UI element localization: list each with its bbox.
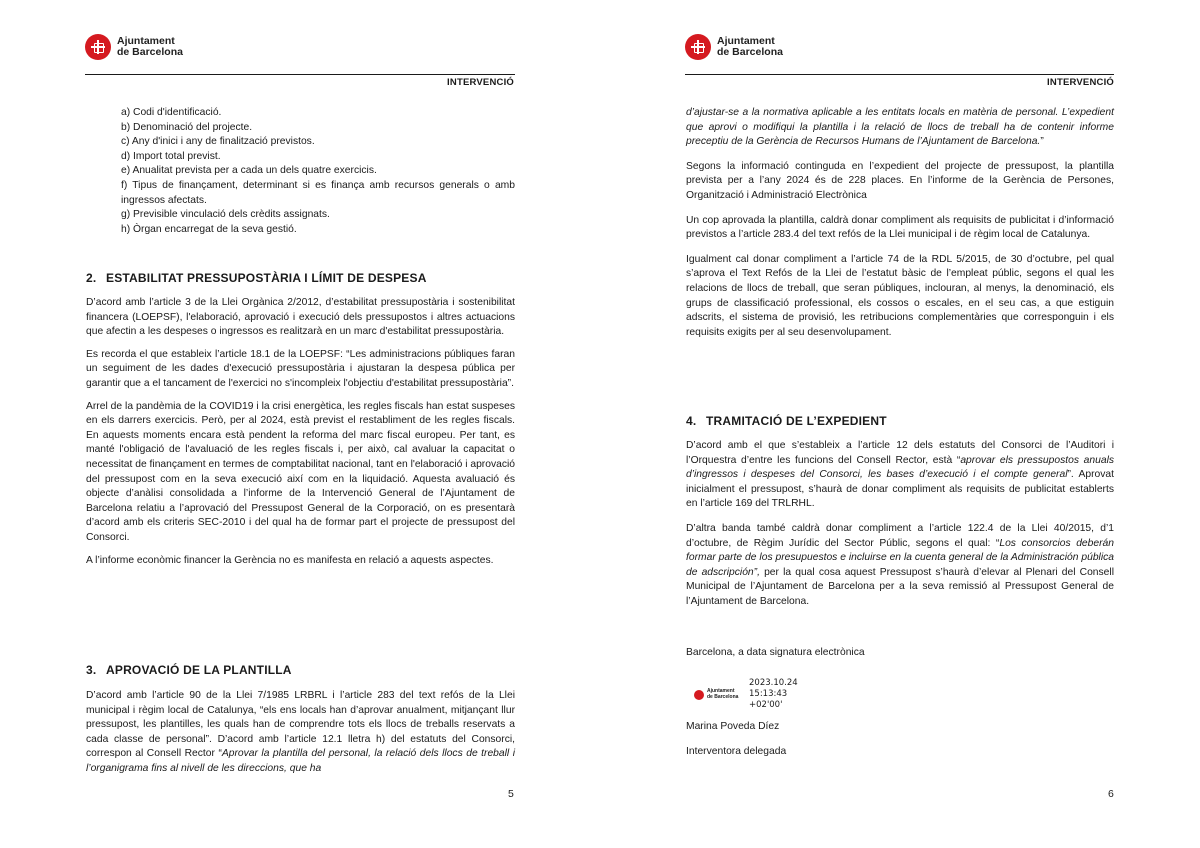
page-number: 5 [508, 788, 514, 800]
section-3-continued [686, 106, 1114, 340]
list-item: a) Codi d'identificació. [121, 107, 222, 118]
section-3-body [86, 689, 515, 777]
signature-time: 15:13:43 [749, 689, 788, 699]
document-page-right [600, 0, 1200, 848]
signature-logo-line2: de Barcelona [707, 693, 739, 700]
barcelona-emblem-icon [685, 34, 711, 60]
list-item: f) Tipus de finançament, determinant si es finança amb recursos generals o amb ingressos afectats. [121, 179, 515, 206]
header-rule [685, 74, 1114, 75]
section-title: APROVACIÓ DE LA PLANTILLA [106, 663, 292, 677]
brand-line2: de Barcelona [717, 46, 783, 58]
brand-line1: Ajuntament [117, 35, 175, 47]
text-run: ”. Aprovat inicialment el pressupost, s’haurà de donar compliment als requisits de publicitat establerts en l’article 169 del TRLRHL. [686, 469, 1114, 510]
paragraph: Arrel de la pandèmia de la COVID19 i la crisi energètica, les regles fiscals han estat suspeses en els darrers exercicis. Però, per al 2024, està previst el restabliment de les regles fiscals. En aquests moments encara està pendent la reforma del marc fiscal europeu. Per tant, es manté l'obligació de l'avaluació de les regles fiscals i, per això, cal avaluar la capacitat o necessitat de finançament en termes de comptabilitat nacional, tant en l'elaboració i aprovació del pressupost com en la seva execució així com en la liquidació. Aquesta avaluació és objecte d’anàlisi consolidada a l’informe de la Intervenció General de l’Ajuntament de Barcelona relatiu a l’aprovació del Pressupost General de la Corporació, on es presentarà d’acord amb els criteris SEC-2010 i del qual ha de formar part el projecte de pressupost del Consorci. [86, 400, 515, 543]
paragraph [86, 689, 515, 777]
section-heading-3 [86, 663, 292, 677]
brand-line2: de Barcelona [117, 46, 183, 58]
quote-run: d’ajustar-se a la normativa aplicable a les entitats locals en matèria de personal. L’expedient que aprovi o modifiqui la plantilla i la relació de llocs de treball ha de contenir informe preceptiu de la Gerència de Recursos Humans de l’Ajuntament de Barcelona. [686, 107, 1114, 148]
signature-date: 2023.10.24 [749, 678, 798, 688]
text-run: ” [1040, 136, 1044, 148]
barcelona-emblem-icon [694, 690, 704, 700]
paragraph [686, 522, 1114, 610]
signature-timezone: +02'00' [749, 700, 783, 710]
paragraph: Igualment cal donar compliment a l’article 74 de la RDL 5/2015, de 30 d’octubre, pel qual s’aprova el Text Refós de la Llei de l’estatut bàsic de l’empleat públic, segons el qual les relacions de llocs de treball, que seran públiques, inclouran, al menys, la denominació, els grups de classificació professional, els cossos o escales, en el seu cas, a que estiguin adscrits, el sistema de provisió, les retribucions complementàries que corresponguin i els requisits exigits per al seu desenvolupament. [686, 253, 1114, 338]
brand-name [717, 36, 783, 58]
signature-timestamp [749, 678, 798, 711]
barcelona-emblem-icon [85, 34, 111, 60]
brand-logo [85, 34, 183, 60]
text-run: D’altra banda també caldrà donar compliment a l’article 122.4 de la Llei 40/2015, d’1 d’octubre, de Règim Jurídic del Sector Públic, segons el qual: “ [686, 522, 1114, 549]
section-heading-4 [686, 414, 887, 428]
requirements-list [121, 106, 515, 237]
list-item: e) Anualitat prevista per a cada un dels quatre exercicis. [121, 165, 377, 177]
paragraph [686, 106, 1114, 150]
paragraph: A l’informe econòmic financer la Gerència no es manifesta en relació a aquests aspectes. [86, 554, 494, 566]
quote-run: aprovar els pressupostos anuals d’ingressos i despeses del Consorci, les bases d’execució i el compte general [686, 454, 1115, 481]
brand-line1: Ajuntament [717, 35, 775, 47]
paragraph: Un cop aprovada la plantilla, caldrà donar compliment als requisits de publicitat i d’informació previstos a l’article 283.4 del text refós de la Llei municipal i de règim local de Catalunya. [686, 214, 1114, 241]
signature-logo-text [707, 689, 745, 700]
place-date: Barcelona, a data signatura electrònica [686, 647, 865, 658]
paragraph: Segons la informació continguda en l’expedient del projecte de pressupost, la plantilla prevista per a l’any 2024 és de 228 places. En l’informe de la Gerència de Persones, Organització i Administració Electrònica [686, 160, 1114, 201]
section-2-body [86, 296, 515, 568]
section-number: 3. [86, 663, 97, 677]
list-item: c) Any d'inici i any de finalització previstos. [121, 136, 315, 148]
header-label: INTERVENCIÓ [447, 77, 514, 88]
signature-logo-line1: Ajuntament [707, 688, 735, 694]
list-item: d) Import total previst. [121, 150, 221, 162]
list-item: g) Previsible vinculació dels crèdits assignats. [121, 209, 330, 221]
quote-run: Los consorcios deberán formar parte de los presupuestos e incluirse en la cuenta general de la Administración pública de adscripción”, [686, 537, 1114, 578]
paragraph: Es recorda el que estableix l’article 18.1 de la LOEPSF: “Les administracions públiques faran un seguiment de les dades d'execució pressupostària i ajustaran la despesa pública per garantir que a el tancament de l'exercici no s'incompleix l'objectiu d'estabilitat pressupostària”. [86, 348, 515, 389]
text-run: per la qual cosa aquest Pressupost s’haurà d’elevar al Plenari del Consell Municipal de l’Ajuntament de Barcelona per a la seva remissió al Pressupost General de l’Ajuntament de Barcelona. [686, 566, 1114, 607]
list-item: h) Òrgan encarregat de la seva gestió. [121, 223, 297, 235]
header-rule [85, 74, 515, 75]
page-number: 6 [1108, 788, 1114, 800]
paragraph: D’acord amb l’article 3 de la Llei Orgànica 2/2012, d’estabilitat pressupostària i sostenibilitat financera (LOEPSF), l'elaboració, aprovació i execució dels pressupostos i altres actuacions que afectin a les despeses o ingressos es realitzarà en un marc d'estabilitat pressupostària. [86, 297, 515, 338]
text-run: D’acord amb l’article 90 de la Llei 7/1985 LRBRL i l’article 283 del text refós de la Llei municipal i règim local de Catalunya, “els ens locals han d’aprovar anualment, mitjançant llur pressupost, les plantilles, les quals han de comprendre tots els llocs de treballs reservats a cada classe de personal”. D’acord amb l’article 12.1 lletra h) del estatuts del Consorci, correspon al Consell Rector “ [86, 690, 515, 760]
section-number: 4. [686, 414, 697, 428]
signer-name: Marina Poveda Díez [686, 721, 780, 732]
electronic-signature-stamp [694, 678, 798, 711]
section-title: ESTABILITAT PRESSUPOSTÀRIA I LÍMIT DE DESPESA [106, 271, 427, 285]
brand-name [117, 36, 183, 58]
section-heading-2 [86, 271, 427, 285]
section-4-body [686, 439, 1114, 610]
text-run: D’acord amb el que s’estableix a l’article 12 dels estatuts del Consorci de l’Auditori i l’Orquestra d’entre les funcions del Consell Rector, està “ [686, 440, 1114, 466]
quote-run: Aprovar la plantilla del personal, la relació dels llocs de treball i l’organigrama fins al nivell de les direccions, que ha [86, 748, 515, 774]
section-number: 2. [86, 271, 97, 285]
paragraph [686, 439, 1114, 512]
header-label: INTERVENCIÓ [1047, 77, 1114, 88]
section-title: TRAMITACIÓ DE L’EXPEDIENT [706, 414, 887, 428]
signer-role: Interventora delegada [686, 746, 787, 757]
brand-logo [685, 34, 783, 60]
list-item: b) Denominació del projecte. [121, 121, 253, 133]
